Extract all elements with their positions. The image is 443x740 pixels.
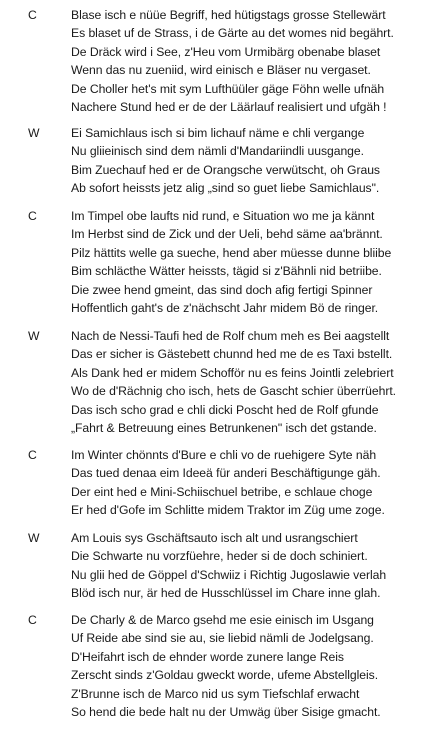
verse-line: Die zwee hend gmeint, das sind doch afig fertigi Spinner xyxy=(71,282,373,297)
speaker-label: C xyxy=(28,613,37,627)
verse-line: Hoffentlich gaht's de z'nächscht Jahr midem Bö de ringer. xyxy=(71,301,379,316)
verse-line: Z'Brunne isch de Marco nid us sym Tiefschlaf erwacht xyxy=(71,686,360,701)
verse-line: So hend die bede halt nu der Umwäg über Sisige gmacht. xyxy=(71,705,381,720)
verse-line: Das tued denaa eim Ideeä für anderi Beschäftigunge gäh. xyxy=(71,466,381,481)
verse-line: Bim schläcthe Wätter heissts, tägid si z'Bähnli nid betriibe. xyxy=(71,264,382,279)
verse-line: Im Timpel obe laufts nid rund, e Situation wo me ja kännt xyxy=(71,209,375,223)
verse-line: Blöd isch nur, är hed de Husschlüssel im Chare inne glah. xyxy=(71,586,381,601)
verse-line: Im Winter chönnts d'Bure e chli vo de ruehigere Syte näh xyxy=(71,448,377,462)
verse-line: Ab sofort heissts jetz alig „sind so guet liebe Samichlaus". xyxy=(71,181,380,196)
verse-lines xyxy=(71,124,439,198)
verse-line: Bim Zuechauf hed er de Orangsche verwütscht, oh Graus xyxy=(71,162,380,177)
speaker-label: C xyxy=(28,209,37,223)
verse-lines xyxy=(71,446,439,520)
verse-line: Nachere Stund hed er de der Läärlauf realisiert und ufgäh ! xyxy=(71,100,387,115)
verse-lines xyxy=(71,207,439,317)
speaker-label: W xyxy=(28,126,40,140)
verse-line: Am Louis sys Gschäftsauto isch alt und usrangschiert xyxy=(71,531,358,545)
verse-line: De Choller het's mit sym Lufthüüler gäge Föhn welle ufnäh xyxy=(71,81,385,96)
verse-line: Uf Reide abe sind sie au, sie liebid nämli de Jodelgsang. xyxy=(71,631,374,646)
verse-lines xyxy=(71,6,439,116)
verse-line: Er hed d'Gofe im Schlitte midem Traktor im Züg ume zoge. xyxy=(71,503,385,518)
verse-lines xyxy=(71,327,439,437)
verse-line: Wo de d'Rächnig cho isch, hets de Gascht schier überrüehrt. xyxy=(71,384,397,399)
verse-line: Der eint hed e Mini-Schiischuel betribe, e schlaue choge xyxy=(71,484,373,499)
verse-line: Nach de Nessi-Taufi hed de Rolf chum meh es Bei aagstellt xyxy=(71,329,390,343)
verse-line: De Dräck wird i See, z'Heu vom Urmibärg obenabe blaset xyxy=(71,44,381,59)
verse-line: Das isch scho grad e chli dicki Poscht hed de Rolf gfunde xyxy=(71,402,379,417)
verse-line: Es blaset uf de Strass, i de Gärte au det womes nid begährt. xyxy=(71,26,394,41)
verse-line: Ei Samichlaus isch si bim lichauf näme e chli vergange xyxy=(71,126,365,140)
verse-line: Nu glii hed de Göppel d'Schwiiz i Richtig Jugoslawie verlah xyxy=(71,567,387,582)
speaker-label: C xyxy=(28,448,37,462)
speaker-label: W xyxy=(28,329,40,343)
verse-line: Das er sicher is Gästebett chunnd hed me de es Taxi bstellt. xyxy=(71,347,393,362)
verse-line: Zerscht sinds z'Goldau gweckt worde, ufeme Abstellgleis. xyxy=(71,668,379,683)
verse-line: D'Heifahrt isch de ehnder worde zunere lange Reis xyxy=(71,649,344,664)
verse-line: De Charly & de Marco gsehd me esie einisch im Usgang xyxy=(71,613,374,627)
verse-line: Als Dank hed er midem Schofför nu es feins Jointli zelebriert xyxy=(71,365,394,380)
verse-line: Pilz hättits welle ga sueche, hend aber müesse dunne bliibe xyxy=(71,245,392,260)
verse-line: Nu gliieinisch sind dem nämli d'Mandariindli uusgange. xyxy=(71,144,364,159)
verse-line: Im Herbst sind de Zick und der Ueli, behd säme aa'brännt. xyxy=(71,227,383,242)
verse-lines xyxy=(71,611,439,721)
verse-line: „Fahrt & Betreuung eines Betrunkenen" isch det gstande. xyxy=(71,421,377,436)
speaker-label: W xyxy=(28,531,40,545)
verse-lines xyxy=(71,529,439,603)
speaker-label: C xyxy=(28,8,37,22)
verse-line: Die Schwarte nu vorzfüehre, heder si de doch schiniert. xyxy=(71,549,368,564)
verse-line: Blase isch e nüüe Begriff, hed hütigstags grosse Stellewärt xyxy=(71,8,386,22)
verse-line: Wenn das nu zueniid, wird einisch e Bläser nu vergaset. xyxy=(71,63,371,78)
